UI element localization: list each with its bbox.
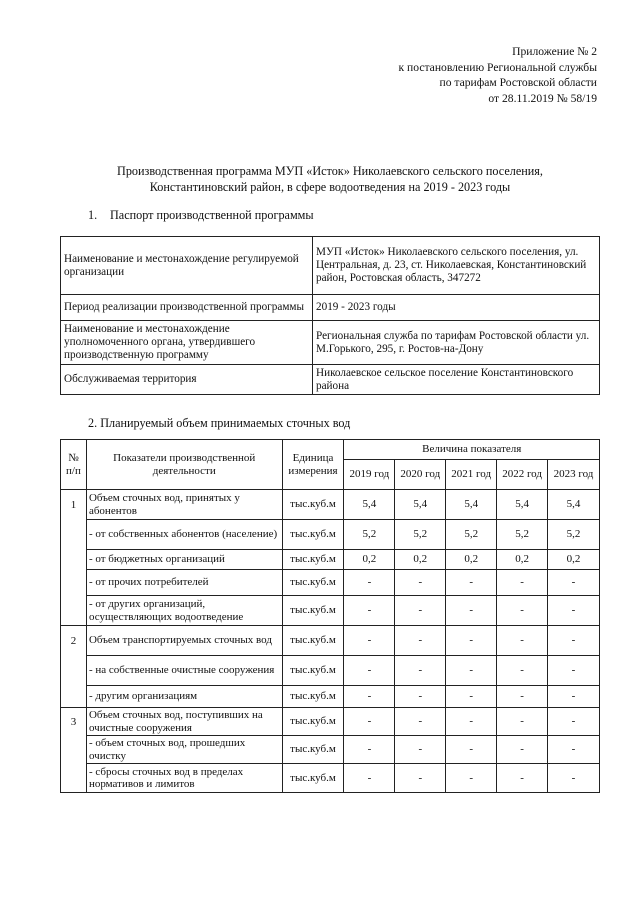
row-unit: тыс.куб.м: [282, 570, 344, 596]
row-unit: тыс.куб.м: [282, 736, 344, 764]
row-number: [61, 596, 87, 626]
row-value: -: [395, 596, 446, 626]
header-year: 2020 год: [395, 460, 446, 490]
row-label: - на собственные очистные сооружения: [86, 656, 282, 686]
document-title: [60, 163, 600, 195]
row-value: 5,4: [497, 490, 548, 520]
row-value: 0,2: [395, 550, 446, 570]
row-unit: тыс.куб.м: [282, 686, 344, 708]
row-number: 3: [61, 708, 87, 736]
header-year: 2019 год: [344, 460, 395, 490]
title-line: Производственная программа МУП «Исток» Николаевского сельского поселения,: [117, 164, 543, 178]
passport-table: [60, 236, 600, 395]
volumes-table: [60, 439, 600, 793]
row-number: [61, 686, 87, 708]
passport-label: Период реализации производственной программы: [61, 295, 313, 321]
row-value: -: [446, 736, 497, 764]
row-unit: тыс.куб.м: [282, 490, 344, 520]
table-row: [61, 708, 600, 736]
row-number: [61, 520, 87, 550]
row-value: -: [344, 708, 395, 736]
appendix-line: Приложение № 2: [512, 45, 597, 58]
row-label: - другим организациям: [86, 686, 282, 708]
row-label: - от прочих потребителей: [86, 570, 282, 596]
passport-label: Наименование и местонахождение регулируемой организации: [61, 237, 313, 295]
row-value: 5,2: [344, 520, 395, 550]
row-number: [61, 656, 87, 686]
row-value: -: [548, 764, 600, 793]
passport-row: [61, 295, 600, 321]
row-value: -: [344, 736, 395, 764]
row-unit: тыс.куб.м: [282, 656, 344, 686]
row-unit: тыс.куб.м: [282, 626, 344, 656]
table-row: [61, 520, 600, 550]
row-value: 0,2: [497, 550, 548, 570]
row-unit: тыс.куб.м: [282, 520, 344, 550]
row-value: -: [446, 570, 497, 596]
passport-value: Региональная служба по тарифам Ростовской области ул. М.Горького, 295, г. Ростов-на-Дону: [313, 321, 600, 365]
row-value: -: [548, 596, 600, 626]
section-heading-volumes: 2. Планируемый объем принимаемых сточных вод: [88, 416, 351, 430]
row-label: - от других организаций, осуществляющих водоотведение: [86, 596, 282, 626]
header-value-group: Величина показателя: [344, 440, 600, 460]
row-number: 2: [61, 626, 87, 656]
table-row: [61, 686, 600, 708]
row-value: -: [395, 708, 446, 736]
row-value: -: [446, 596, 497, 626]
table-row: [61, 490, 600, 520]
section-heading-passport: [88, 208, 314, 223]
row-unit: тыс.куб.м: [282, 708, 344, 736]
table-row: [61, 736, 600, 764]
row-label: Объем сточных вод, принятых у абонентов: [86, 490, 282, 520]
row-label: - сбросы сточных вод в пределах нормативов и лимитов: [86, 764, 282, 793]
row-value: -: [395, 686, 446, 708]
header-num: № п/п: [61, 440, 87, 490]
row-value: -: [344, 764, 395, 793]
appendix-line: по тарифам Ростовской области: [439, 76, 597, 89]
passport-row: [61, 365, 600, 395]
row-value: -: [497, 708, 548, 736]
row-value: -: [548, 708, 600, 736]
table-row: [61, 626, 600, 656]
row-label: - от собственных абонентов (население): [86, 520, 282, 550]
row-label: - от бюджетных организаций: [86, 550, 282, 570]
row-value: 5,2: [497, 520, 548, 550]
header-year: 2022 год: [497, 460, 548, 490]
passport-label: Обслуживаемая территория: [61, 365, 313, 395]
row-value: -: [548, 656, 600, 686]
row-value: 5,2: [446, 520, 497, 550]
table-row: [61, 570, 600, 596]
title-line: Константиновский район, в сфере водоотведения на 2019 - 2023 годы: [149, 180, 511, 194]
table-row: [61, 596, 600, 626]
row-number: 1: [61, 490, 87, 520]
row-value: -: [497, 570, 548, 596]
row-unit: тыс.куб.м: [282, 596, 344, 626]
row-value: 0,2: [446, 550, 497, 570]
row-value: 0,2: [344, 550, 395, 570]
row-value: -: [497, 736, 548, 764]
row-value: -: [497, 656, 548, 686]
row-unit: тыс.куб.м: [282, 764, 344, 793]
row-value: -: [497, 596, 548, 626]
header-year: 2023 год: [548, 460, 600, 490]
row-value: -: [548, 570, 600, 596]
row-label: Объем сточных вод, поступивших на очистные сооружения: [86, 708, 282, 736]
table-row: [61, 656, 600, 686]
header-unit: Единица измерения: [282, 440, 344, 490]
row-value: -: [344, 596, 395, 626]
row-label: - объем сточных вод, прошедших очистку: [86, 736, 282, 764]
header-indicator: Показатели производственной деятельности: [86, 440, 282, 490]
passport-value: МУП «Исток» Николаевского сельского поселения, ул. Центральная, д. 23, ст. Николаевская, Константиновский район, Ростовская область, 347272: [313, 237, 600, 295]
row-value: -: [446, 708, 497, 736]
row-value: -: [446, 764, 497, 793]
row-value: 5,2: [548, 520, 600, 550]
passport-value: Николаевское сельское поселение Константиновского района: [313, 365, 600, 395]
row-value: -: [548, 626, 600, 656]
row-value: 5,4: [344, 490, 395, 520]
row-value: 5,4: [446, 490, 497, 520]
row-value: -: [395, 626, 446, 656]
table-row: [61, 764, 600, 793]
row-value: -: [497, 764, 548, 793]
row-value: 5,4: [548, 490, 600, 520]
row-value: -: [395, 764, 446, 793]
row-value: -: [344, 570, 395, 596]
passport-row: [61, 237, 600, 295]
row-value: 5,2: [395, 520, 446, 550]
row-value: -: [446, 626, 497, 656]
row-value: -: [344, 656, 395, 686]
row-value: -: [497, 686, 548, 708]
row-value: -: [344, 626, 395, 656]
row-unit: тыс.куб.м: [282, 550, 344, 570]
appendix-line: от 28.11.2019 № 58/19: [488, 91, 597, 105]
row-value: -: [395, 736, 446, 764]
row-value: 0,2: [548, 550, 600, 570]
passport-label: Наименование и местонахождение уполномоченного органа, утвердившего производственную программу: [61, 321, 313, 365]
row-value: -: [548, 686, 600, 708]
row-value: 5,4: [395, 490, 446, 520]
row-number: [61, 764, 87, 793]
row-number: [61, 550, 87, 570]
row-label: Объем транспортируемых сточных вод: [86, 626, 282, 656]
row-value: -: [344, 686, 395, 708]
header-year: 2021 год: [446, 460, 497, 490]
appendix-header: [399, 44, 598, 106]
row-value: -: [395, 570, 446, 596]
table-row: [61, 550, 600, 570]
row-number: [61, 570, 87, 596]
passport-row: [61, 321, 600, 365]
passport-value: 2019 - 2023 годы: [313, 295, 600, 321]
row-value: -: [548, 736, 600, 764]
row-number: [61, 736, 87, 764]
row-value: -: [395, 656, 446, 686]
row-value: -: [446, 686, 497, 708]
row-value: -: [446, 656, 497, 686]
row-value: -: [497, 626, 548, 656]
section-number: 1.: [88, 208, 98, 222]
appendix-line: к постановлению Региональной службы: [398, 60, 597, 74]
section-label: Паспорт производственной программы: [110, 208, 314, 222]
